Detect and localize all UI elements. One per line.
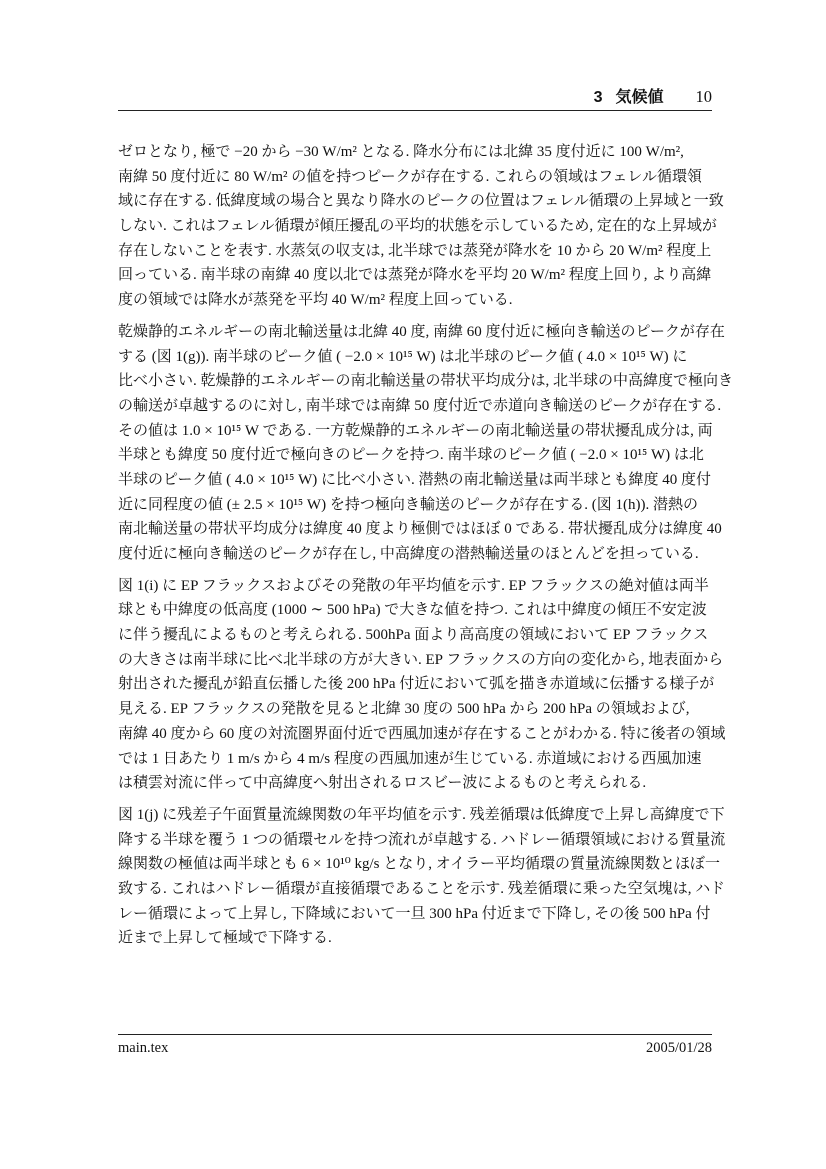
section-title: 気候値 (615, 89, 664, 106)
text-line: 見える. EP フラックスの発散を見ると北緯 30 度の 500 hPa から 200 hPa の領域および, (118, 701, 690, 718)
text-line: 存在しないことを表す. 水蒸気の収支は, 北半球では蒸発が降水を 10 から 20 W/m² 程度上 (118, 242, 712, 259)
footer-date: 2005/01/28 (645, 1040, 712, 1056)
page-number: 10 (695, 87, 712, 106)
text-line: 南緯 40 度から 60 度の対流圏界面付近で西風加速が存在することがわかる. 特に後者の領域 (118, 725, 726, 742)
text-line: 半球のピーク値 ( 4.0 × 10¹⁵ W) に比べ小さい. 潜熱の南北輸送量は両半球とも緯度 40 度付 (118, 471, 711, 488)
text-line: 回っている. 南半球の南緯 40 度以北では蒸発が降水を平均 20 W/m² 程度上回り, より高緯 (118, 267, 712, 284)
text-line: 半球とも緯度 50 度付近で極向きのピークを持つ. 南半球のピーク値 ( −2.0 × 10¹⁵ W) は北 (118, 447, 704, 464)
text-line: 図 1(j) に残差子午面質量流線関数の年平均値を示す. 残差循環は低緯度で上昇し高緯度で下 (118, 806, 725, 823)
page-header (118, 84, 712, 111)
text-line: の大きさは南半球に比べ北半球の方が大きい. EP フラックスの方向の変化から, 地表面から (118, 651, 724, 668)
text-line: 度の領域では降水が蒸発を平均 40 W/m² 程度上回っている. (118, 292, 513, 309)
text-line: 球とも中緯度の低高度 (1000 ∼ 500 hPa) で大きな値を持つ. これは中緯度の傾圧不安定波 (118, 602, 707, 619)
document-body (118, 140, 734, 958)
text-line: の輸送が卓越するのに対し, 南半球では南緯 50 度付近で赤道向き輸送のピークが存在する. (118, 397, 722, 414)
text-line: 域に存在する. 低緯度域の場合と異なり降水のピークの位置はフェレル循環の上昇域と一致 (118, 193, 724, 210)
text-line: 降する半球を覆う 1 つの循環セルを持つ流れが卓越する. ハドレー循環領域における質量流 (118, 831, 726, 848)
text-line: 乾燥静的エネルギーの南北輸送量は北緯 40 度, 南緯 60 度付近に極向き輸送のピークが存在 (118, 323, 725, 340)
text-line: 線関数の極値は両半球とも 6 × 10¹⁰ kg/s となり, オイラー平均循環の質量流線関数とほぼ一 (118, 856, 720, 873)
footer-filename: main.tex (118, 1040, 169, 1056)
text-line: 致する. これはハドレー循環が直接循環であることを示す. 残差循環に乗った空気塊は, ハド (118, 880, 725, 897)
paragraph-2 (118, 320, 734, 567)
text-line: 図 1(i) に EP フラックスおよびその発散の年平均値を示す. EP フラックスの絶対値は両半 (118, 577, 709, 594)
text-line: 度付近に極向き輸送のピークが存在し, 中高緯度の潜熱輸送量のほとんどを担っている. (118, 546, 699, 562)
page-footer (118, 1034, 712, 1057)
paragraph-3 (118, 574, 726, 796)
text-line: 比べ小さい. 乾燥静的エネルギーの南北輸送量の帯状平均成分は, 北半球の中高緯度で極向き (118, 373, 734, 390)
text-line: では 1 日あたり 1 m/s から 4 m/s 程度の西風加速が生じている. 赤道域における西風加速 (118, 750, 702, 767)
text-line: しない. これはフェレル循環が傾圧擾乱の平均的状態を示しているため, 定在的な上昇域が (118, 218, 717, 235)
paragraph-1 (118, 140, 724, 313)
text-line: 南緯 50 度付近に 80 W/m² の値を持つピークが存在する. これらの領域はフェレル循環領 (118, 168, 703, 185)
text-line: 射出された擾乱が鉛直伝播した後 200 hPa 付近において弧を描き赤道域に伝播する様子が (118, 676, 715, 693)
text-line: 南北輸送量の帯状平均成分は緯度 40 度より極側ではほぼ 0 である. 帯状擾乱成分は緯度 40 (118, 521, 722, 538)
text-line: 近まで上昇して極域で下降する. (118, 930, 332, 947)
text-line: は積雲対流に伴って中高緯度へ射出されるロスビー波によるものと考えられる. (118, 775, 647, 792)
text-line: する (図 1(g)). 南半球のピーク値 ( −2.0 × 10¹⁵ W) は北半球のピーク値 ( 4.0 × 10¹⁵ W) に (118, 348, 688, 365)
text-line: ゼロとなり, 極で −20 から −30 W/m² となる. 降水分布には北緯 35 度付近に 100 W/m², (118, 144, 684, 160)
paragraph-4 (118, 803, 726, 951)
text-line: に伴う擾乱によるものと考えられる. 500hPa 面より高高度の領域において EP フラックス (118, 627, 709, 644)
section-number: 3 (593, 89, 603, 106)
text-line: レー循環によって上昇し, 下降域において一旦 300 hPa 付近まで下降し, その後 500 hPa 付 (118, 905, 711, 922)
text-line: その値は 1.0 × 10¹⁵ W である. 一方乾燥静的エネルギーの南北輸送量の帯状擾乱成分は, 両 (118, 422, 713, 439)
text-line: 近に同程度の値 (± 2.5 × 10¹⁵ W) を持つ極向き輸送のピークが存在する. (図 1(h)). 潜熱の (118, 496, 698, 513)
